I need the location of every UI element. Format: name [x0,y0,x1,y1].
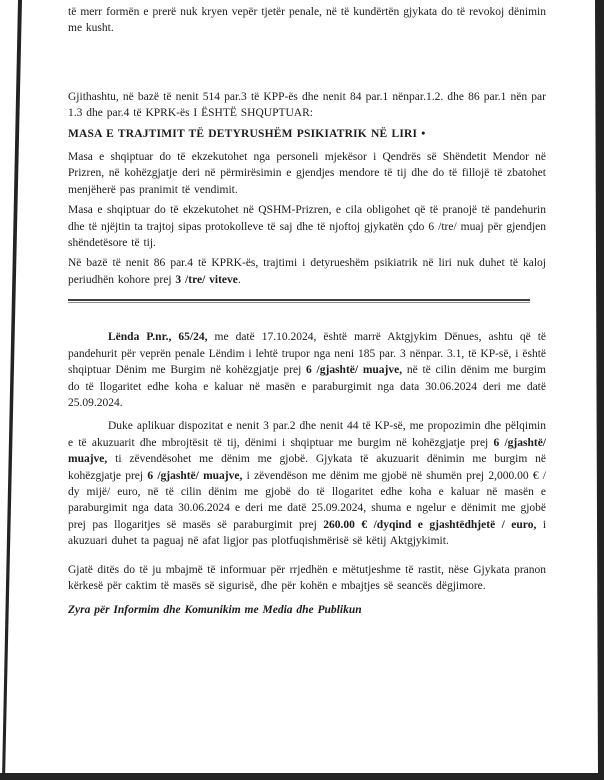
para-conditional-revocation-run: të merr formën e prerë nuk kryen vepër tjetër penale, në të kundërtën gjykata do të revokoj dënimin me kusht. [68,6,546,35]
para-case-judgment-run: 6 /gjashtë/ muajve, [306,364,403,377]
para-fine-substitution-run: 6 /gjashtë/ muajve, [68,436,546,466]
signature-office-run: Zyra për Informim dhe Komunikim me Media dhe Publikun [68,604,362,617]
para-execution-qshm-obligation [68,202,546,251]
para-fine-substitution [68,418,546,549]
scan-edge-bottom [0,773,604,780]
para-fine-substitution-run: 6 /gjashtë/ muajve, [147,469,243,482]
para-fine-substitution-run: Duke aplikuar dispozitat e nenit 3 par.2 dhe nenit 44 të KP-së, me propozimin dhe pëlqimin e të akuzuarit dhe mbrojtësit të tij, dënimi i shqiptuar me burgim në kohëzgjatje prej [68,420,546,449]
para-legal-basis-run: Gjithashtu, në bazë të nenit 514 par.3 të KPP-ës dhe nenit 84 par.1 nënpar.1.2. dhe 86 par.1 nën par 1.3 dhe par.4 të KPRK-ës I ËSHTË SHQUPTUAR: [68,90,546,120]
signature-office [68,602,546,618]
para-execution-qshm-obligation-run: Masa e shqiptuar do të ekzekutohet në QSHM-Prizren, e cila obligohet që të pranojë të pandehurin dhe të njëjtin ta trajtoj sipas protokolleve të saj dhe të njoftoj gjykatën çdo 6 /tre/ muaj për gjendjen shëndetësore të tij. [68,204,546,250]
para-execution-personnel [68,149,546,198]
para-fine-substitution-run: ti zëvendësohet me dënim me gjobë. Gjykata të akuzuarit dënimin me burgim në kohëzgjatje prej [68,453,546,482]
heading-psychiatric-measure-run: MASA E TRAJTIMIT TË DETYRUSHËM PSIKIATRIK NË LIRI • [68,127,426,140]
para-duration-limit-run: 3 /tre/ viteve [175,273,238,286]
scan-edge-right [595,0,604,780]
para-duration-limit [68,255,546,288]
para-duration-limit-run: . [237,273,241,286]
para-duration-limit-run: Në bazë të nenit 86 par.4 të KPRK-ës, trajtimi i detyrueshëm psikiatrik në liri nuk duhet të kaloj periudhën kohore prej [68,257,546,286]
para-fine-substitution-run: i akuzuari duhet ta paguaj në afat ligjor pas plotfuqishmërisë së këtij Aktgjykimit. [68,518,547,548]
scan-edge-left [2,0,22,780]
para-fine-substitution-run: i zëvendëson me dënim me gjobë në shumën prej 2,000.00 € / dy mijë/ euro, në të cilin dënim me gjobë do të llogaritet edhe koha e kaluar në masën e paraburgimit nga data 30.06.2024 e deri me datë 25.09.2024, shuma e ngelur e dënimit me gjobë prej pas llogaritjes së masës së paraburgimit prej [68,469,546,531]
para-legal-basis [68,89,546,122]
para-case-judgment-run: në të cilin dënim me burgim do të llogaritet edhe koha e kaluar në masën e paraburgimit nga data 30.06.2024 deri me datë 25.09.2024. [68,364,546,409]
para-case-judgment-run: Lënda P.nr., 65/24, [108,331,208,344]
para-followup-info-run: Gjatë ditës do të ju mbajmë të informuar për rrjedhën e mëtutjeshme të rastit, nëse Gjykata pranon kërkesë për caktim të masës së sigurisë, dhe për kohën e mbajtjes së seancës dëgjimore. [68,563,546,592]
para-case-judgment [68,329,546,411]
para-execution-personnel-run: Masa e shqiptuar do të ekzekutohet nga personeli mjekësor i Qendrës së Shëndetit Mendor në Prizren, në kohëzgjatje deri në përmirësimin e gjendjes mendore të tij dhe do të fillojë të zbatohet menjëherë pas pranimit të vendimit. [68,151,546,196]
para-case-judgment-run: me datë 17.10.2024, është marrë Aktgjykim Dënues, ashtu që të pandehurit për veprën penale Lëndim i lehtë trupor nga neni 185 par. 3 nënpar. 3.1, të KP-së, i është shqiptuar Dënim me Burgim në kohëzgjatje prej [68,331,546,377]
heading-psychiatric-measure [68,126,546,142]
para-conditional-revocation [68,4,546,37]
separator-double-rule [68,299,530,303]
para-fine-substitution-run: 260.00 € /dyqind e gjashtëdhjetë / euro, [323,518,537,531]
para-followup-info [68,562,546,595]
document-body [68,2,546,619]
